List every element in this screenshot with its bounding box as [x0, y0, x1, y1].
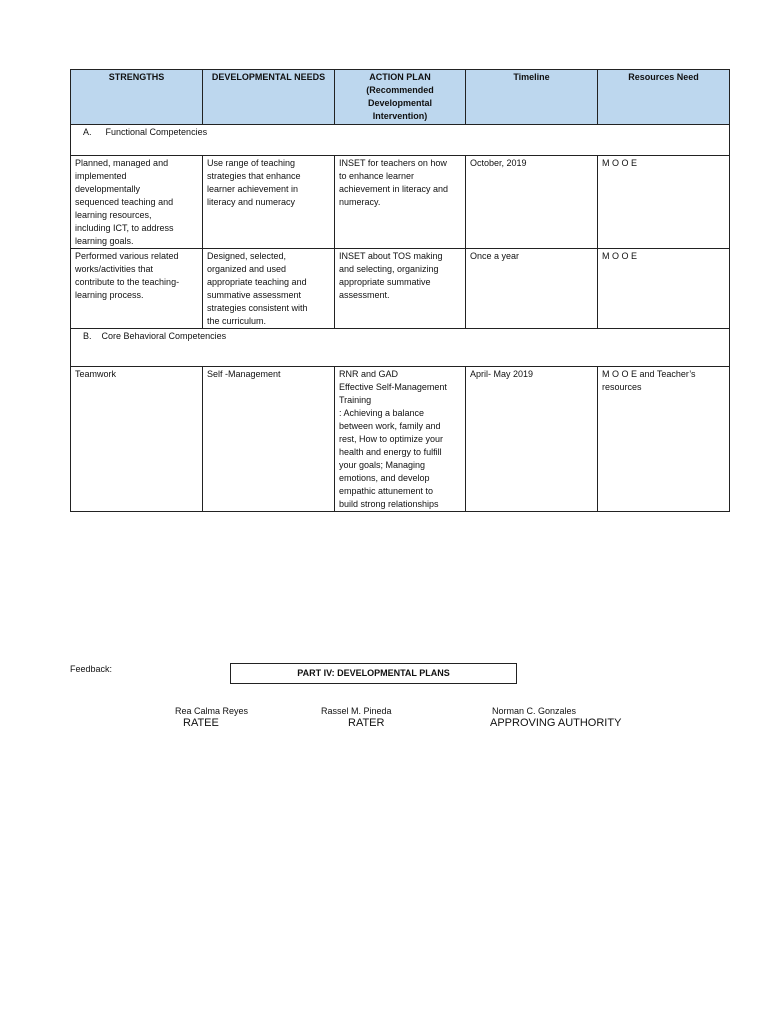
cell-line: numeracy.: [339, 197, 381, 207]
cell-line: achievement in literacy and: [339, 184, 449, 194]
cell-line: to enhance learner: [339, 171, 415, 181]
table-row: [71, 249, 730, 329]
cell-line: appropriate teaching and: [207, 277, 307, 287]
part-title: PART IV: DEVELOPMENTAL PLANS: [230, 663, 517, 684]
cell-line: summative assessment: [207, 290, 302, 300]
developmental-plan-table: [70, 69, 730, 512]
cell-line: strategies that enhance: [207, 171, 301, 181]
cell-line: : Achieving a balance: [339, 408, 425, 418]
cell-line: learning resources,: [75, 210, 152, 220]
header-strengths: STRENGTHS: [71, 70, 203, 125]
header-action-plan-line: Developmental: [367, 98, 433, 108]
feedback-label: Feedback:: [70, 664, 113, 674]
signatory-name: Rea Calma Reyes: [175, 706, 249, 716]
cell-line: M O O E: [602, 251, 638, 261]
cell-line: resources: [602, 382, 642, 392]
cell-line: Performed various related: [75, 251, 179, 261]
cell-line: between work, family and: [339, 421, 441, 431]
signatory-name: Norman C. Gonzales: [492, 706, 577, 716]
cell-line: Planned, managed and: [75, 158, 169, 168]
header-developmental-needs: DEVELOPMENTAL NEEDS: [203, 70, 335, 125]
cell-line: assessment.: [339, 290, 390, 300]
cell-developmental-needs: [203, 156, 335, 249]
cell-line: Designed, selected,: [207, 251, 287, 261]
cell-line: organized and used: [207, 264, 287, 274]
cell-line: literacy and numeracy: [207, 197, 296, 207]
cell-line: implemented: [75, 171, 127, 181]
cell-line: your goals; Managing: [339, 460, 426, 470]
cell-resources: [598, 249, 730, 329]
cell-line: sequenced teaching and: [75, 197, 174, 207]
cell-line: build strong relationships: [339, 499, 439, 509]
cell-line: Teamwork: [75, 369, 117, 379]
cell-developmental-needs: [203, 249, 335, 329]
header-action-plan-line: (Recommended: [366, 85, 434, 95]
cell-line: INSET for teachers on how: [339, 158, 447, 168]
section-title: Core Behavioral Competencies: [101, 331, 227, 341]
table-header-row: [71, 70, 730, 125]
signatory-rater: [321, 706, 392, 729]
signatory-approving-authority: [490, 706, 621, 729]
header-action-plan-line: Intervention): [372, 111, 428, 121]
header-action-plan: [335, 70, 466, 125]
cell-line: Effective Self-Management: [339, 382, 447, 392]
cell-line: the curriculum.: [207, 316, 267, 326]
signatory-ratee: [175, 706, 248, 729]
cell-line: M O O E: [602, 158, 638, 168]
cell-resources: [598, 367, 730, 512]
cell-line: Self -Management: [207, 369, 281, 379]
cell-line: emotions, and develop: [339, 473, 430, 483]
cell-line: RNR and GAD: [339, 369, 399, 379]
cell-line: works/activities that: [75, 264, 154, 274]
cell-line: and selecting, organizing: [339, 264, 439, 274]
cell-action-plan: [335, 367, 466, 512]
table-row: [71, 367, 730, 512]
signatory-role: RATER: [348, 717, 385, 729]
cell-action-plan: [335, 249, 466, 329]
header-timeline: Timeline: [466, 70, 598, 125]
table-row: [71, 156, 730, 249]
cell-timeline: April- May 2019: [466, 367, 598, 512]
cell-line: empathic attunement to: [339, 486, 434, 496]
signatory-role: RATEE: [183, 717, 219, 729]
signatory-name: Rassel M. Pineda: [321, 706, 392, 716]
cell-strengths: [71, 367, 203, 512]
header-action-plan-line: ACTION PLAN: [369, 72, 431, 82]
section-row-core-behavioral: [71, 329, 730, 367]
signatory-role: APPROVING AUTHORITY: [490, 717, 622, 729]
cell-line: Use range of teaching: [207, 158, 296, 168]
section-letter: B.: [83, 331, 92, 341]
cell-line: appropriate summative: [339, 277, 431, 287]
cell-line: learning process.: [75, 290, 144, 300]
cell-action-plan: [335, 156, 466, 249]
cell-line: including ICT, to address: [75, 223, 174, 233]
cell-line: M O O E and Teacher’s: [602, 369, 696, 379]
cell-timeline: October, 2019: [466, 156, 598, 249]
cell-timeline: Once a year: [466, 249, 598, 329]
cell-resources: [598, 156, 730, 249]
cell-line: rest, How to optimize your: [339, 434, 444, 444]
cell-line: contribute to the teaching-: [75, 277, 180, 287]
header-resources: Resources Need: [598, 70, 730, 125]
cell-line: learner achievement in: [207, 184, 299, 194]
cell-line: learning goals.: [75, 236, 134, 246]
section-letter: A.: [83, 127, 92, 137]
cell-strengths: [71, 249, 203, 329]
cell-line: health and energy to fulfill: [339, 447, 442, 457]
cell-line: INSET about TOS making: [339, 251, 443, 261]
section-title: Functional Competencies: [105, 127, 208, 137]
cell-line: strategies consistent with: [207, 303, 308, 313]
cell-line: Training: [339, 395, 372, 405]
cell-line: developmentally: [75, 184, 141, 194]
cell-strengths: [71, 156, 203, 249]
cell-developmental-needs: [203, 367, 335, 512]
section-row-functional: [71, 125, 730, 156]
